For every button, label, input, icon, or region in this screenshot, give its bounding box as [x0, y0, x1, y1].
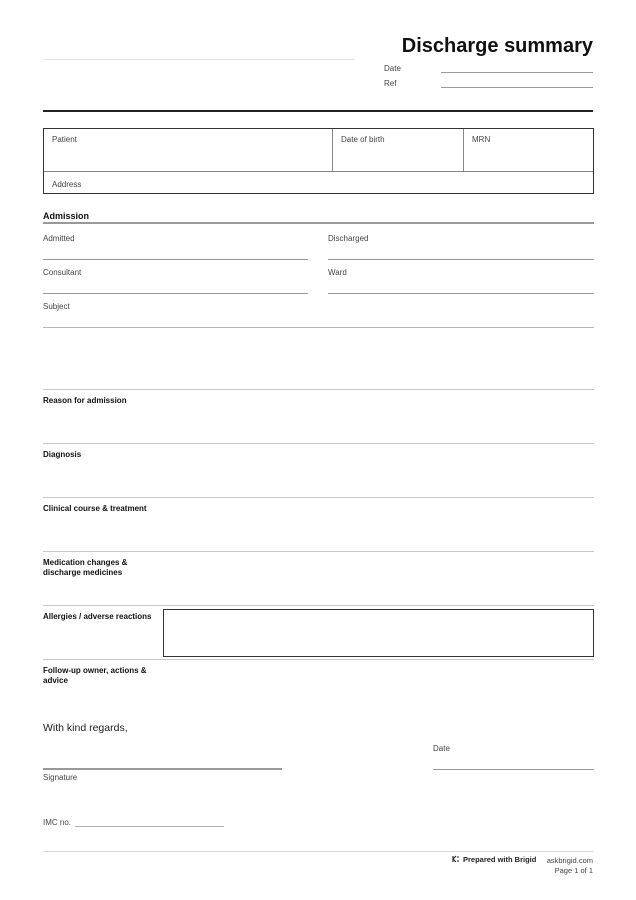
- closing-date-field[interactable]: [433, 769, 594, 770]
- admitted-label: Admitted: [43, 234, 75, 243]
- diagnosis-label: Diagnosis: [43, 450, 82, 459]
- ward-field[interactable]: [328, 293, 594, 294]
- admission-heading: Admission: [43, 211, 90, 221]
- header-divider: [43, 110, 593, 112]
- patient-box-row-divider: [44, 171, 593, 172]
- subject-label: Subject: [43, 302, 70, 311]
- closing-date-label: Date: [433, 744, 450, 753]
- medication-label: [43, 558, 127, 578]
- consultant-field[interactable]: [43, 293, 308, 294]
- ward-label: Ward: [328, 268, 347, 277]
- dob-label: Date of birth: [341, 135, 385, 144]
- signature-field[interactable]: [43, 768, 282, 770]
- footer-page: Page 1 of 1: [554, 866, 593, 875]
- clinical-course-label: Clinical course & treatment: [43, 504, 147, 513]
- regards-text: With kind regards,: [43, 722, 128, 734]
- patient-box-col-divider-2: [463, 129, 464, 171]
- signature-label: Signature: [43, 773, 78, 782]
- section-divider-followup: [43, 659, 594, 660]
- footer-site[interactable]: askbrigid.com: [546, 856, 593, 865]
- imc-field[interactable]: [75, 826, 224, 827]
- header-date-field[interactable]: [441, 72, 593, 73]
- section-divider-diagnosis: [43, 443, 594, 444]
- section-divider-allergies: [43, 605, 594, 606]
- section-divider-clinical: [43, 497, 594, 498]
- header-ref-field[interactable]: [441, 87, 593, 88]
- imc-label: IMC no.: [43, 818, 72, 827]
- brigid-logo-icon: [452, 855, 460, 865]
- header-left-line: [43, 59, 354, 60]
- footer-prepared: [452, 855, 536, 865]
- section-divider-reason: [43, 389, 594, 390]
- discharged-label: Discharged: [328, 234, 369, 243]
- admitted-field[interactable]: [43, 259, 308, 260]
- section-divider-medication: [43, 551, 594, 552]
- discharged-field[interactable]: [328, 259, 594, 260]
- medication-label-line2: discharge medicines: [43, 568, 123, 577]
- followup-label-line1: Follow-up owner, actions &: [43, 666, 147, 675]
- allergies-box[interactable]: [163, 609, 594, 657]
- patient-box: [43, 128, 594, 194]
- patient-box-col-divider-1: [332, 129, 333, 171]
- address-label: Address: [52, 180, 82, 189]
- allergies-label: Allergies / adverse reactions: [43, 612, 152, 621]
- mrn-label: MRN: [472, 135, 491, 144]
- medication-label-line1: Medication changes &: [43, 558, 128, 567]
- header-date-label: Date: [384, 64, 401, 73]
- subject-field[interactable]: [43, 327, 594, 328]
- admission-heading-rule: [43, 222, 594, 224]
- header-ref-label: Ref: [384, 79, 397, 88]
- consultant-label: Consultant: [43, 268, 82, 277]
- patient-label: Patient: [52, 135, 77, 144]
- footer-divider: [43, 851, 594, 852]
- reason-for-admission-label: Reason for admission: [43, 396, 127, 405]
- prepared-with-text: Prepared with Brigid: [463, 855, 537, 864]
- followup-label-line2: advice: [43, 676, 68, 685]
- page-title: Discharge summary: [401, 35, 593, 57]
- followup-label: [43, 666, 147, 686]
